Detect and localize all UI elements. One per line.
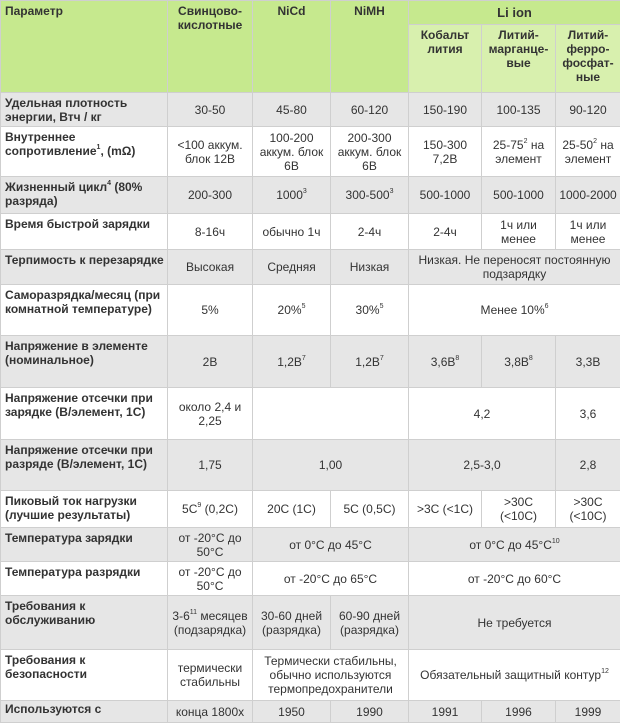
cell-nicd: 100-200 аккум. блок 6В: [253, 127, 331, 177]
cell-lead: конца 1800х: [168, 701, 253, 723]
table-row: [1, 491, 620, 528]
cell-manganese: $25-75^2$ на элемент: [482, 127, 556, 177]
cell-li-ion: от 0°С до $45^\circ С^{10}$: [409, 528, 620, 562]
table-row: [1, 650, 620, 701]
cell-nicd: обычно 1ч: [253, 214, 331, 250]
cell-phosphate: >30С (<10С): [556, 491, 620, 528]
cell-li-ion: Обязательный защитный контур$^{12}$: [409, 650, 620, 701]
cell-co-mn: 2,5-3,0: [409, 440, 556, 491]
cell-li-ion: от -20°С до 60°С: [409, 562, 620, 596]
table-row: [1, 336, 620, 388]
cell-co-mn: 4,2: [409, 388, 556, 440]
table-row: [1, 388, 620, 440]
cell-cobalt: 150-190: [409, 93, 482, 127]
cell-lead: термически стабильны: [168, 650, 253, 701]
table-row: [1, 93, 620, 127]
row-label: Напряжение отсечки при разряде (В/элемент, 1С): [1, 440, 168, 491]
cell-lead: 30-50: [168, 93, 253, 127]
header-nimh: NiMH: [331, 1, 409, 93]
cell-phosphate: 3,6: [556, 388, 620, 440]
cell-lead: Высокая: [168, 250, 253, 285]
header-lead-acid: Свинцово-кислотные: [168, 1, 253, 93]
row-label: Удельная плотность энергии, Втч / кг: [1, 93, 168, 127]
header-param: Параметр: [1, 1, 168, 93]
cell-ni: Термически стабильны, обычно используются термопредохранители: [253, 650, 409, 701]
header-li-ion: Li ion: [409, 1, 620, 25]
cell-nimh: 60-90 дней (разрядка): [331, 596, 409, 650]
table-row: [1, 250, 620, 285]
row-label: Внутреннее сопротивление$^1$, (mΩ): [1, 127, 168, 177]
table-row: [1, 177, 620, 214]
header-manganese: Литий-марганце-вые: [482, 25, 556, 93]
table-row: [1, 562, 620, 596]
cell-nimh: 1990: [331, 701, 409, 723]
cell-nicd: 45-80: [253, 93, 331, 127]
row-label: Требования к безопасности: [1, 650, 168, 701]
cell-cobalt: >3С (<1С): [409, 491, 482, 528]
cell-manganese: 1996: [482, 701, 556, 723]
cell-manganese: 100-135: [482, 93, 556, 127]
cell-cobalt: 2-4ч: [409, 214, 482, 250]
cell-manganese: $3,8В^8$: [482, 336, 556, 388]
cell-nicd: 30-60 дней (разрядка): [253, 596, 331, 650]
cell-lead: $3-6^{11}$ месяцев (подзарядка): [168, 596, 253, 650]
cell-nicd: 1000$^3$: [253, 177, 331, 214]
header-cobalt: Кобальт лития: [409, 25, 482, 93]
cell-cobalt: 150-300 7,2В: [409, 127, 482, 177]
cell-cobalt: $3,6В^8$: [409, 336, 482, 388]
cell-nicd: $1,2В^7$: [253, 336, 331, 388]
cell-lead: 8-16ч: [168, 214, 253, 250]
cell-phosphate: $25-50^2$ на элемент: [556, 127, 620, 177]
table-row: [1, 701, 620, 723]
cell-cobalt: 500-1000: [409, 177, 482, 214]
cell-li-ion: Не требуется: [409, 596, 620, 650]
row-label: Используются с: [1, 701, 168, 723]
cell-nimh: $1,2В^7$: [331, 336, 409, 388]
cell-phosphate: 2,8: [556, 440, 620, 491]
cell-lead: <100 аккум. блок 12В: [168, 127, 253, 177]
cell-cobalt: 1991: [409, 701, 482, 723]
row-label: Жизненный цикл$^4$ (80% разряда): [1, 177, 168, 214]
cell-manganese: 1ч или менее: [482, 214, 556, 250]
cell-phosphate: 90-120: [556, 93, 620, 127]
cell-nicd: 20%$^5$: [253, 285, 331, 336]
cell-lead: 1,75: [168, 440, 253, 491]
row-label: Напряжение отсечки при зарядке (В/элемент, 1С): [1, 388, 168, 440]
cell-ni: от -20°С до 65°С: [253, 562, 409, 596]
table-row: [1, 528, 620, 562]
row-label: Время быстрой зарядки: [1, 214, 168, 250]
cell-nicd: 20С (1С): [253, 491, 331, 528]
cell-nimh: $300-500^3$: [331, 177, 409, 214]
cell-phosphate: 1999: [556, 701, 620, 723]
row-label: Температура зарядки: [1, 528, 168, 562]
row-label: Пиковый ток нагрузки (лучшие результаты): [1, 491, 168, 528]
cell-li-ion: Менее 10%$^6$: [409, 285, 620, 336]
cell-nicd: 1950: [253, 701, 331, 723]
cell-lead: 2В: [168, 336, 253, 388]
cell-manganese: 500-1000: [482, 177, 556, 214]
cell-li-ion: Низкая. Не переносят постоянную подзарядку: [409, 250, 620, 285]
table-row: [1, 440, 620, 491]
table-row: [1, 127, 620, 177]
cell-nimh: 30%$^5$: [331, 285, 409, 336]
table-row: [1, 596, 620, 650]
cell-lead: 5%: [168, 285, 253, 336]
cell-ni: 1,00: [253, 440, 409, 491]
cell-phosphate: 1ч или менее: [556, 214, 620, 250]
cell-nimh: Низкая: [331, 250, 409, 285]
table-row: [1, 214, 620, 250]
header-nicd: NiCd: [253, 1, 331, 93]
cell-nimh: 60-120: [331, 93, 409, 127]
cell-phosphate: 1000-2000: [556, 177, 620, 214]
cell-nimh: 200-300 аккум. блок 6В: [331, 127, 409, 177]
cell-ni-empty: [253, 388, 409, 440]
row-label: Саморазрядка/месяц (при комнатной температуре): [1, 285, 168, 336]
row-label: Терпимость к перезарядке: [1, 250, 168, 285]
header-phosphate: Литий-ферро-фосфат-ные: [556, 25, 620, 93]
cell-nimh: 2-4ч: [331, 214, 409, 250]
cell-lead: $5С^9$ (0,2С): [168, 491, 253, 528]
cell-manganese: >30С (<10С): [482, 491, 556, 528]
cell-lead: от -20°С до 50°С: [168, 528, 253, 562]
cell-ni: от 0°С до 45°С: [253, 528, 409, 562]
row-label: Требования к обслуживанию: [1, 596, 168, 650]
row-label: Напряжение в элементе (номинальное): [1, 336, 168, 388]
table-row: [1, 285, 620, 336]
cell-lead: от -20°С до 50°С: [168, 562, 253, 596]
row-label: Температура разрядки: [1, 562, 168, 596]
cell-nicd: Средняя: [253, 250, 331, 285]
cell-phosphate: 3,3В: [556, 336, 620, 388]
cell-lead: около 2,4 и 2,25: [168, 388, 253, 440]
cell-lead: 200-300: [168, 177, 253, 214]
cell-nimh: 5С (0,5С): [331, 491, 409, 528]
